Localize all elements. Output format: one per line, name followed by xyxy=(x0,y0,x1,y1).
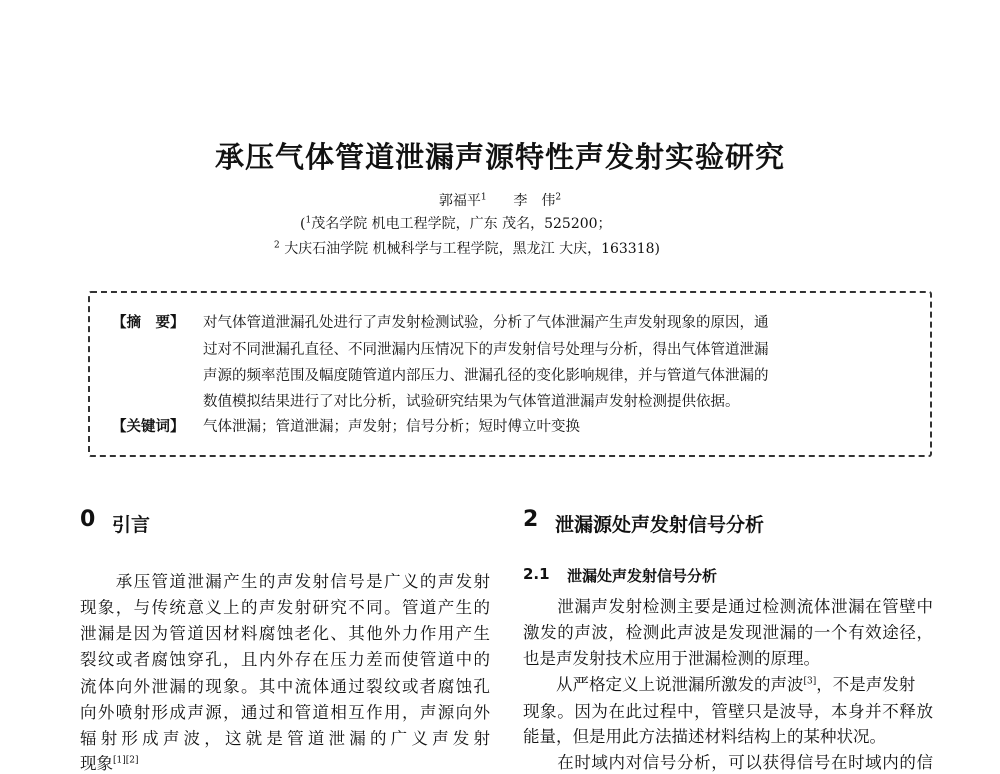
section-0-number: 0 xyxy=(80,507,96,532)
section-2-heading: 泄漏源处声发射信号分析 xyxy=(555,514,765,536)
citation: [1][2] xyxy=(113,755,139,766)
body-line: 也是声发射技术应用于泄漏检测的原理。 xyxy=(523,649,820,668)
section-2-number: 2 xyxy=(523,507,539,532)
abstract-label: 【摘 要】 xyxy=(112,315,185,331)
body-line: 现象。因为在此过程中，管壁只是波导，本身并不释放 xyxy=(523,702,933,721)
author-2-sup: 2 xyxy=(555,192,562,203)
body-text: ，不是声发射 xyxy=(816,675,916,694)
aff-sup: 1 xyxy=(305,215,312,226)
body-line: 流体向外泄漏的现象。其中流体通过裂纹或者腐蚀孔 xyxy=(80,677,490,696)
author-1-sup: 1 xyxy=(480,192,487,203)
abstract-line: 声源的频率范围及幅度随管道内部压力、泄漏孔径的变化影响规律，并与管道气体泄漏的 xyxy=(203,368,769,384)
body-line: 能量，但是用此方法描述材料结构上的某种状况。 xyxy=(523,727,886,746)
abstract-line: 数值模拟结果进行了对比分析，试验研究结果为气体管道泄漏声发射检测提供依据。 xyxy=(203,394,740,410)
section-0-heading: 引言 xyxy=(112,514,151,536)
abstract-line: 过对不同泄漏孔直径、不同泄漏内压情况下的声发射信号处理与分析，得出气体管道泄漏 xyxy=(203,342,769,358)
aff-text: 茂名学院 机电工程学院，广东 茂名，525200； xyxy=(311,216,612,232)
aff-paren: ( xyxy=(300,216,306,232)
affiliation-1 xyxy=(300,213,612,233)
body-line: 现象，与传统意义上的声发射研究不同。管道产生的 xyxy=(80,598,490,617)
subsection-number: 2.1 xyxy=(523,565,550,583)
body-line: 泄漏是因为管道因材料腐蚀老化、其他外力作用产生 xyxy=(80,624,490,643)
abstract-line: 对气体管道泄漏孔处进行了声发射检测试验，分析了气体泄漏产生声发射现象的原因，通 xyxy=(203,315,769,331)
affiliation-2 xyxy=(274,238,660,258)
body-text: 从严格定义上说泄漏所激发的声波 xyxy=(523,675,804,694)
subsection-heading: 泄漏处声发射信号分析 xyxy=(567,567,718,585)
authors xyxy=(0,190,1000,210)
body-line: 激发的声波，检测此声波是发现泄漏的一个有效途径， xyxy=(523,623,933,642)
body-line: 泄漏声发射检测主要是通过检测流体泄漏在管壁中 xyxy=(523,597,933,616)
paper-title: 承压气体管道泄漏声源特性声发射实验研究 xyxy=(214,140,785,174)
author-2: 李 伟 xyxy=(513,193,556,209)
body-line: 辐射形成声波，这就是管道泄漏的广义声发射 xyxy=(80,729,490,748)
body-text: 现象 xyxy=(80,754,113,773)
body-line: 向外喷射形成声源，通过和管道相互作用，声源向外 xyxy=(80,703,490,722)
body-line: 在时域内对信号分析，可以获得信号在时域内的信 xyxy=(523,753,933,772)
body-line xyxy=(523,671,915,695)
aff-sup: 2 xyxy=(274,240,280,251)
body-line xyxy=(80,750,139,774)
author-1: 郭福平 xyxy=(438,193,481,209)
body-line: 裂纹或者腐蚀穿孔，且内外存在压力差而使管道中的 xyxy=(80,650,490,669)
keywords-label: 【关键词】 xyxy=(112,419,185,435)
body-line: 承压管道泄漏产生的声发射信号是广义的声发射 xyxy=(80,572,490,591)
aff-text: 大庆石油学院 机械科学与工程学院，黑龙江 大庆，163318) xyxy=(284,241,660,257)
citation: [3] xyxy=(803,676,817,687)
keywords: 气体泄漏；管道泄漏；声发射；信号分析；短时傅立叶变换 xyxy=(203,419,580,435)
